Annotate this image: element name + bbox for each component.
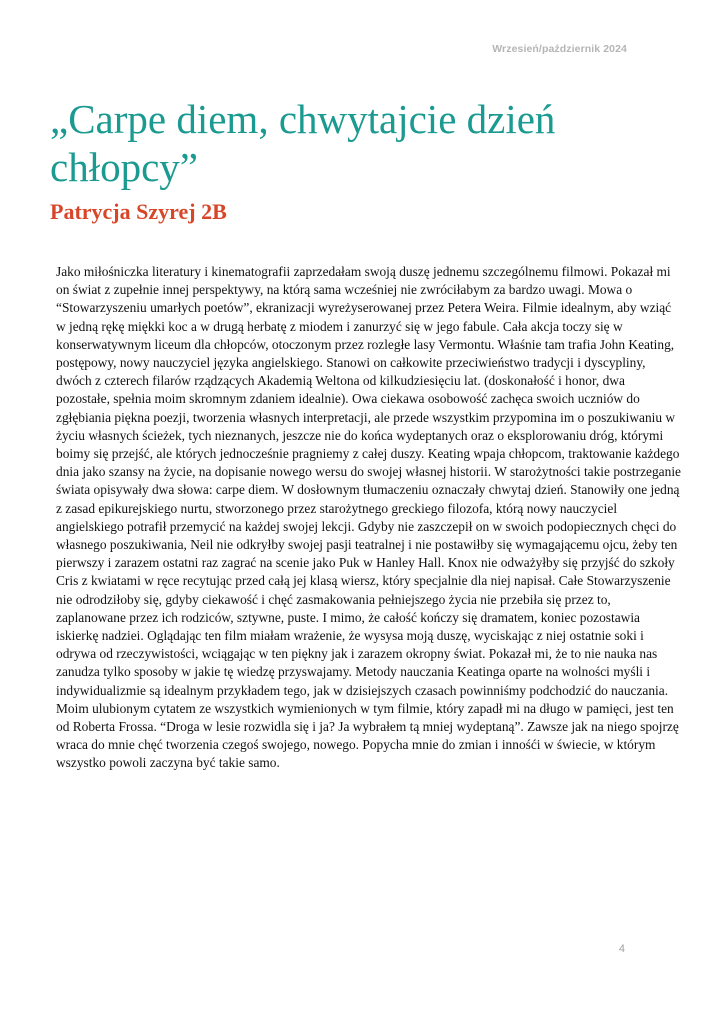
article-author: Patrycja Szyrej 2B [50, 199, 227, 224]
issue-date: Wrzesień/październik 2024 [492, 43, 627, 55]
article-title: „Carpe diem, chwytajcie dzień chłopcy” [50, 96, 556, 190]
article-body: Jako miłośniczka literatury i kinematografii zaprzedałam swoją duszę jednemu szczególnemu filmowi. Pokazał mi on świat z zupełnie innej perspektywy, na którą sama wcześniej nie zwróciłabym za bardzo uwagi. Mowa o “Stowarzyszeniu umarłych poetów”, ekranizacji wyreżyserowanej przez Petera Weira. Filmie idealnym, aby wziąć w jedną rękę miękki koc a w drugą herbatę z miodem i zanurzyć się w jego fabule. Cała akcja toczy się w konserwatywnym liceum dla chłopców, otoczonym przez rozległe lasy Vermontu. Właśnie tam trafia John Keating, postępowy, nowy nauczyciel języka angielskiego. Stanowi on całkowite przeciwieństwo tradycji i dyscypliny, dwóch z czterech filarów rządzących Akademią Weltona od kilkudziesięciu lat. (doskonałość i honor, dwa pozostałe, spełnia moim skromnym zdaniem idealnie). Owa ciekawa osobowość zachęca swoich uczniów do zgłębiania piękna poezji, tworzenia własnych interpretacji, ale przede wszystkim przypomina im o poszukiwaniu w życiu własnych ścieżek, tych nieznanych, jeszcze nie do końca wydeptanych oraz o eksplorowaniu dróg, którymi boimy się przejść, ale których jednocześnie pragniemy z całej duszy. Keating wpaja chłopcom, traktowanie każdego dnia jako szansy na życie, na dopisanie nowego wersu do swojej własnej historii. W starożytności takie postrzeganie świata opisywały dwa słowa: carpe diem. W dosłownym tłumaczeniu oznaczały chwytaj dzień. Stanowiły one jedną z zasad epikurejskiego nurtu, stworzonego przez starożytnego greckiego filozofa, którą nowy nauczyciel angielskiego potrafił przemycić na każdej swojej lekcji. Gdyby nie zaszczepił on w swoich podopiecznych chęci do własnego poszukiwania, Neil nie odkryłby swojej pasji teatralnej i nie postawiłby się wymagającemu ojcu, żeby ten pierwszy i zarazem ostatni raz zagrać na scenie jako Puk w Hanley Hall. Knox nie odważyłby się przyjść do szkoły Cris z kwiatami w ręce recytując przed całą jej klasą wiersz, który specjalnie dla niej napisał. Całe Stowarzyszenie nie odrodziłoby się, gdyby ciekawość i chęć zasmakowania pełniejszego życia nie przebiła się przez to, zaplanowane przez ich rodziców, sztywne, puste. I mimo, że całość kończy się dramatem, koniec pozostawia iskierkę nadziei. Oglądając ten film miałam wrażenie, że wysysa moją duszę, wyciskając z niej ostatnie soki i odrywa od rzeczywistości, wciągając w ten piękny jak i zarazem okropny świat. Pokazał mi, że to nie nauka nas zanudza tylko sposoby w jakie tę wiedzę przyswajamy. Metody nauczania Keatinga oparte na wolności myśli i indywidualizmie są idealnym przykładem tego, jak w dzisiejszych czasach powinniśmy podchodzić do nauczania. Moim ulubionym cytatem ze wszystkich wymienionych w tym filmie, który zapadł mi na długo w pamięci, jest ten od Roberta Frossa. “Droga w lesie rozwidla się i ja? Ja wybrałem tą mniej wydeptaną”. Zawsze jak na niego spojrzę wraca do mnie chęć tworzenia czegoś swojego, nowego. Popycha mnie do zmian i innośći w świecie, w którym wszystko powoli zaczyna być takie samo. [56, 264, 681, 771]
page-number: 4 [618, 943, 625, 955]
